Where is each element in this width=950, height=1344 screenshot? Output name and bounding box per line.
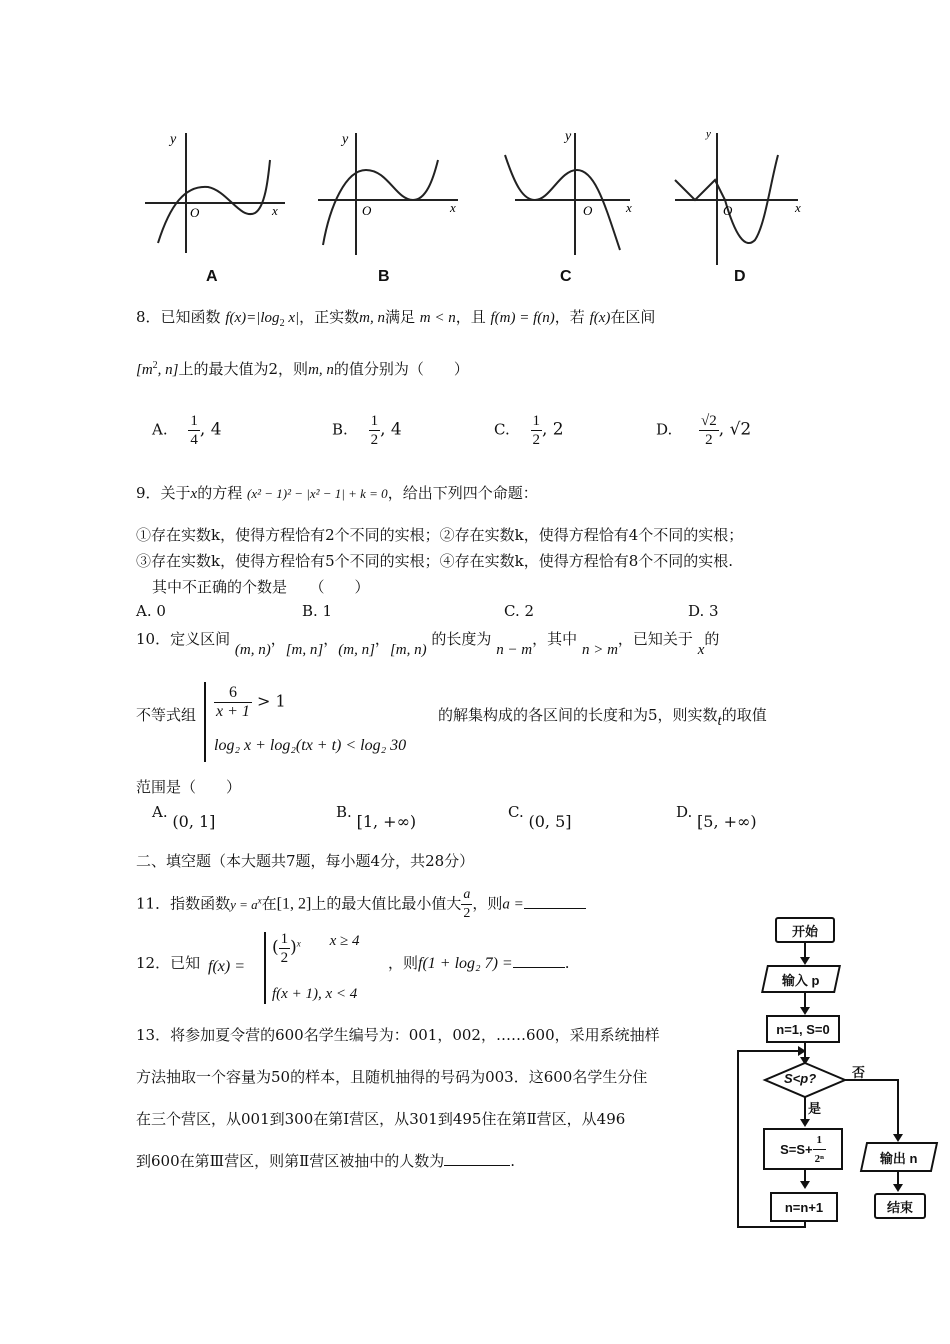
graph-a-label: A (206, 268, 218, 285)
q12-case2: f(x + 1), x < 4 (272, 986, 358, 1002)
graph-d-x: x (795, 200, 801, 215)
q9-proposition-1-2: ①存在实数k，使得方程恰有2个不同的实根；②存在实数k，使得方程恰有4个不同的实根； (136, 526, 744, 544)
graph-d-y: y (706, 128, 711, 140)
q10-line1: 10．定义区间 (m, n)，[m, n]，(m, n]，[m, n) 的长度为 n − m，其中 n > m，已知关于 x的 (136, 630, 720, 658)
q10-ineq1: $\frac{6}{x + 1}$ > 1 (216, 684, 286, 720)
q9-option-a: A. 0 (136, 602, 166, 620)
graph-b (318, 133, 458, 255)
flowchart-start: 开始 (775, 917, 835, 943)
graph-a-y: y (170, 132, 177, 147)
q10-option-d: D. [5, +∞) (676, 803, 757, 831)
graph-c-y: y (565, 129, 572, 144)
graph-b-y: y (342, 132, 349, 147)
q9-option-b: B. 1 (302, 602, 333, 620)
q8-line1: 8．已知函数 $f(x)=|\log_2$ x|，正实数m, n满足 m < n，且 f(m) = f(n)，若 f(x)在区间 (136, 308, 656, 329)
q9-proposition-3-4: ③存在实数k，使得方程恰有5个不同的实根；④存在实数k，使得方程恰有8个不同的实根. (136, 552, 734, 570)
graph-d-label: D (734, 268, 746, 285)
flowchart-init: n=1, S=0 (766, 1015, 840, 1043)
q10-option-c: C. (0, 5] (508, 803, 572, 831)
q8-number: 8．已知函数 (136, 308, 221, 326)
q12-label: 12．已知 (136, 954, 201, 972)
graph-b-label: B (378, 268, 390, 285)
graph-a-x: x (272, 203, 278, 218)
q13-line2: 方法抽取一个容量为50的样本，且随机抽得的号码为003．这600名学生分住 (136, 1068, 648, 1086)
graph-b-origin: O (362, 203, 372, 218)
flowchart-connectors (730, 915, 945, 1235)
q11-line: 11．指数函数$y = a^x$在[1, 2]上的最大值比最小值大 $\frac{a}{2}$ ，则a = (136, 886, 586, 923)
q9-question: 其中不正确的个数是 （ ） (152, 578, 370, 596)
function-graphs (140, 125, 820, 295)
q10-ineq-label: 不等式组 (136, 706, 197, 724)
flowchart-yes: 是 (808, 1101, 822, 1116)
q10-line3: 范围是（ ） (136, 778, 242, 796)
q12-ask: ，则f(1 + log₂ 7) = . (388, 954, 570, 972)
q8-function: $f(x)=|\log_2$ x| (225, 310, 300, 329)
q12-case1: ( $\frac{1}{2}$ )$^x$ x ≥ 4 (272, 931, 360, 966)
q11-answer-blank[interactable] (524, 908, 586, 909)
q12-fx: f(x) = (208, 958, 245, 975)
flowchart-condition: S<p? (784, 1071, 817, 1086)
q13-line1: 13．将参加夏令营的600名学生编号为：001，002，……600，采用系统抽样 (136, 1026, 660, 1044)
graph-b-x: x (450, 200, 456, 215)
q13-line3: 在三个营区，从001到300在第Ⅰ营区，从301到495住在第Ⅱ营区，从496 (136, 1110, 626, 1128)
q10-option-b: B. [1, +∞) (336, 803, 417, 831)
q9-option-c: C. 2 (504, 602, 535, 620)
q9-line1: 9．关于x的方程 (x² − 1)² − |x² − 1| + k = 0，给出下列四个命题： (136, 484, 538, 502)
q8-option-d: D. $\frac{√2}{2}$ , √2 (656, 413, 752, 448)
flowchart-output: 输出 n (860, 1142, 938, 1172)
graph-c-label: C (560, 268, 572, 285)
graph-d (675, 133, 798, 265)
graph-c-origin: O (583, 203, 593, 218)
q10-option-a: A. (0, 1] (152, 803, 216, 831)
graph-a (145, 133, 285, 253)
q8-option-a: A. $\frac{1}{4}$ , 4 (152, 413, 222, 448)
q8-line2: [$m^2$, n]上的最大值为2，则m, n的值分别为（ ） (136, 360, 469, 378)
q12-brace (264, 932, 266, 1004)
graph-a-origin: O (190, 205, 200, 220)
q10-line2-rest: 的解集构成的各区间的长度和为5，则实数t的取值 (438, 706, 767, 729)
q13-line4: 到600在第Ⅲ营区，则第Ⅱ营区被抽中的人数为 . (136, 1152, 516, 1170)
flowchart-no: 否 (852, 1065, 866, 1080)
q9-equation: (x² − 1)² − |x² − 1| + k = 0 (247, 486, 388, 501)
q13-answer-blank[interactable] (444, 1165, 510, 1166)
graph-d-origin: O (723, 203, 733, 218)
graph-c (505, 133, 630, 255)
q10-brace (204, 682, 206, 762)
section-2-heading: 二、填空题（本大题共7题，每小题4分，共28分） (136, 852, 475, 870)
q8-interval: [$m^2$, n] (136, 360, 179, 378)
q12-answer-blank[interactable] (513, 967, 565, 968)
q10-ineq2: log₂ x + log₂(tx + t) < log₂ 30 (214, 737, 407, 754)
flowchart-end: 结束 (874, 1193, 926, 1219)
q8-option-b: B. $\frac{1}{2}$ , 4 (332, 413, 402, 448)
flowchart-increment: n=n+1 (770, 1192, 838, 1222)
flowchart-input: 输入 p (761, 965, 841, 993)
graph-c-x: x (626, 200, 632, 215)
flowchart-update: S=S+ $\frac{1}{\text{2ⁿ}}$ (763, 1128, 843, 1170)
q8-option-c: C. $\frac{1}{2}$ , 2 (494, 413, 564, 448)
q9-option-d: D. 3 (688, 602, 719, 620)
